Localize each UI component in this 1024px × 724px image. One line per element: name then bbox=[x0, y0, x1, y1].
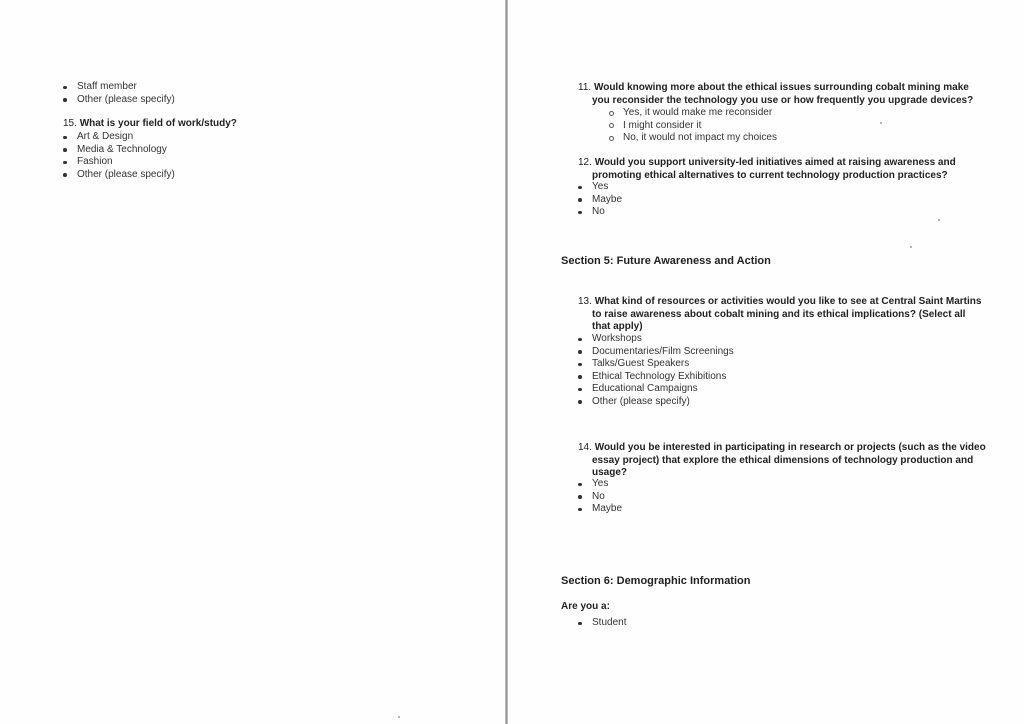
q15-options-list bbox=[77, 131, 175, 181]
section-5-heading: Section 5: Future Awareness and Action bbox=[561, 255, 771, 267]
list-item: No bbox=[592, 206, 622, 219]
list-item: Documentaries/Film Screenings bbox=[592, 345, 734, 357]
question-text-line-1: Would you be interested in participating in research or projects (such as the video bbox=[594, 442, 986, 453]
demographic-options-list bbox=[592, 617, 626, 630]
list-item: Talks/Guest Speakers bbox=[592, 358, 734, 371]
list-item: No bbox=[592, 491, 622, 504]
question-text: What is your field of work/study? bbox=[79, 118, 237, 129]
list-item: Media & Technology bbox=[77, 144, 175, 157]
q11-options-list bbox=[623, 107, 777, 145]
question-15 bbox=[63, 118, 237, 131]
scan-speck bbox=[938, 219, 940, 221]
question-text-line-1: Would you support university-led initiatives aimed at raising awareness and bbox=[594, 157, 956, 168]
question-text-line-2: essay project) that explore the ethical dimensions of technology production and bbox=[592, 454, 974, 466]
question-12 bbox=[578, 157, 956, 182]
list-item: Yes bbox=[592, 478, 622, 491]
list-item: Fashion bbox=[77, 156, 175, 169]
scan-speck bbox=[880, 122, 882, 124]
question-14 bbox=[578, 442, 986, 480]
question-text-line-3: usage? bbox=[592, 467, 628, 479]
list-item: Yes bbox=[592, 181, 622, 194]
question-number: 13. bbox=[578, 296, 592, 307]
q12-options-list bbox=[592, 181, 622, 219]
question-number: 11. bbox=[578, 82, 592, 93]
question-text-line-2: promoting ethical alternatives to current technology production practices? bbox=[592, 169, 948, 181]
q14-options-list bbox=[592, 478, 622, 516]
list-item: Other (please specify) bbox=[592, 396, 734, 409]
scan-speck bbox=[398, 716, 400, 718]
are-you-label: Are you a: bbox=[561, 601, 610, 612]
question-number: 15. bbox=[63, 118, 77, 129]
q13-options-list bbox=[592, 333, 734, 408]
list-item: Maybe bbox=[592, 193, 623, 205]
list-item: Workshops bbox=[592, 333, 734, 346]
list-item: Yes, it would make me reconsider bbox=[623, 107, 777, 120]
question-text-line-1: What kind of resources or activities would you like to see at Central Saint Martins bbox=[594, 296, 982, 307]
list-item: Ethical Technology Exhibitions bbox=[592, 371, 734, 384]
question-11 bbox=[578, 82, 973, 107]
list-item: Staff member bbox=[77, 81, 175, 94]
role-options-list bbox=[77, 81, 175, 106]
list-item: Student bbox=[592, 617, 627, 628]
question-text-line-2: you reconsider the technology you use or how frequently you upgrade devices? bbox=[592, 94, 974, 106]
list-item: Art & Design bbox=[77, 131, 175, 144]
list-item: Other (please specify) bbox=[77, 168, 175, 180]
question-number: 14. bbox=[578, 442, 592, 453]
question-text-line-3: that apply) bbox=[592, 321, 643, 333]
list-item: Other (please specify) bbox=[77, 93, 175, 105]
list-item: Maybe bbox=[592, 503, 623, 514]
list-item: I might consider it bbox=[623, 120, 777, 133]
section-6-heading: Section 6: Demographic Information bbox=[561, 575, 751, 587]
question-text-line-1: Would knowing more about the ethical issues surrounding cobalt mining make bbox=[593, 82, 969, 93]
question-number: 12. bbox=[578, 157, 592, 168]
list-item: No, it would not impact my choices bbox=[623, 132, 777, 143]
question-text-line-2: to raise awareness about cobalt mining and its ethical implications? (Select all bbox=[592, 308, 966, 320]
question-13 bbox=[578, 296, 981, 334]
left-page bbox=[0, 0, 506, 724]
scan-speck bbox=[910, 246, 912, 248]
list-item: Educational Campaigns bbox=[592, 383, 734, 396]
